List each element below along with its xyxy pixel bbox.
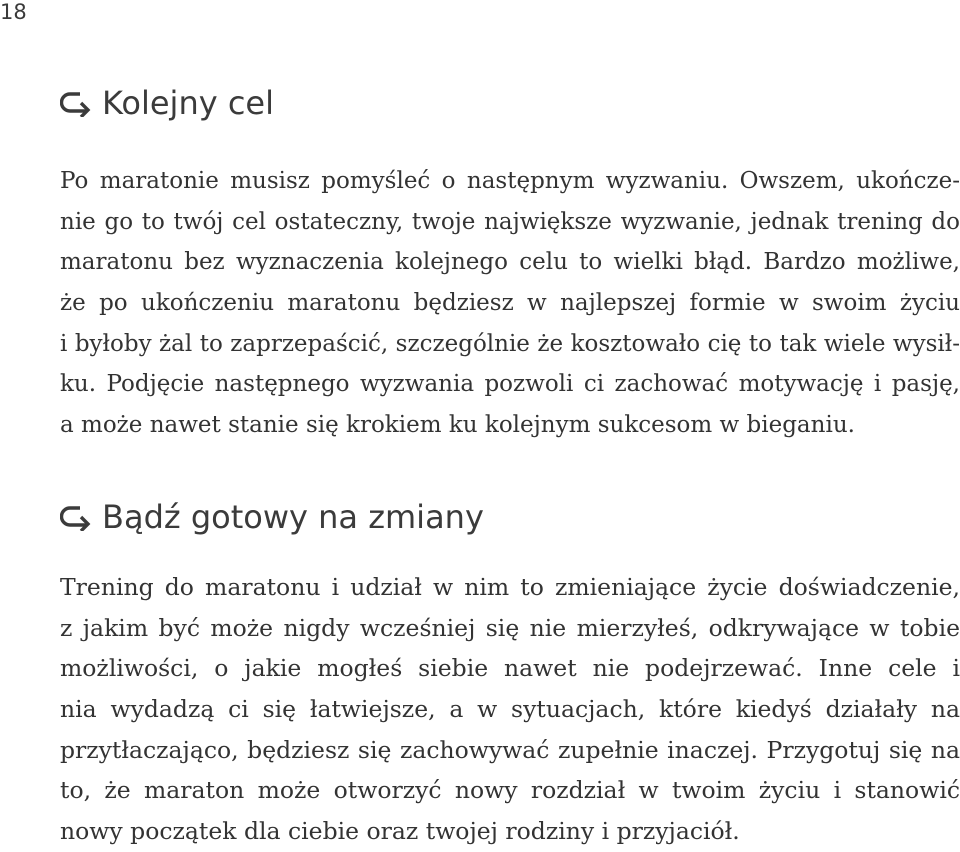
body-line: że po ukończeniu maratonu będziesz w najlepszej formie w swoim życiu xyxy=(60,290,960,317)
section-heading-text: Bądź gotowy na zmiany xyxy=(102,498,484,536)
body-line: ku. Podjęcie następnego wyzwania pozwoli ci zachować motywację i pasję, xyxy=(60,371,960,398)
body-line: Po maratonie musisz pomyśleć o następnym wyzwaniu. Owszem, ukończe- xyxy=(60,168,960,194)
section-body xyxy=(60,161,960,446)
body-line: nie go to twój cel ostateczny, twoje największe wyzwanie, jednak trening do xyxy=(60,208,960,235)
section-body xyxy=(60,567,960,852)
section-heading-kolejny-cel xyxy=(60,84,274,122)
body-line: nowy początek dla ciebie oraz twojej rodziny i przyjaciół. xyxy=(60,817,740,846)
body-line: możliwości, o jakie mogłeś siebie nawet nie podejrzewać. Inne cele i xyxy=(60,654,960,683)
arrow-return-icon xyxy=(60,503,92,531)
arrow-return-icon xyxy=(60,89,92,117)
body-line: nia wydadzą ci się łatwiejsze, a w sytuacjach, które kiedyś działały na xyxy=(60,695,960,724)
body-line: Trening do maratonu i udział w nim to zmieniające życie doświadczenie, xyxy=(60,573,960,601)
page-number: 18 xyxy=(0,0,27,24)
body-line: a może nawet stanie się krokiem ku kolejnym sukcesom w bieganiu. xyxy=(60,412,855,439)
body-line: z jakim być może nigdy wcześniej się nie mierzyłeś, odkrywające w tobie xyxy=(60,613,960,642)
body-line: to, że maraton może otworzyć nowy rozdział w twoim życiu i stanowić xyxy=(60,776,960,805)
body-line: i byłoby żal to zaprzepaścić, szczególnie że kosztowało cię to tak wiele wysił- xyxy=(60,330,960,357)
section-heading-badz-gotowy xyxy=(60,498,484,536)
section-heading-text: Kolejny cel xyxy=(102,84,274,122)
body-line: maratonu bez wyznaczenia kolejnego celu to wielki błąd. Bardzo możliwe, xyxy=(60,249,960,276)
body-line: przytłaczająco, będziesz się zachowywać zupełnie inaczej. Przygotuj się na xyxy=(60,735,960,764)
